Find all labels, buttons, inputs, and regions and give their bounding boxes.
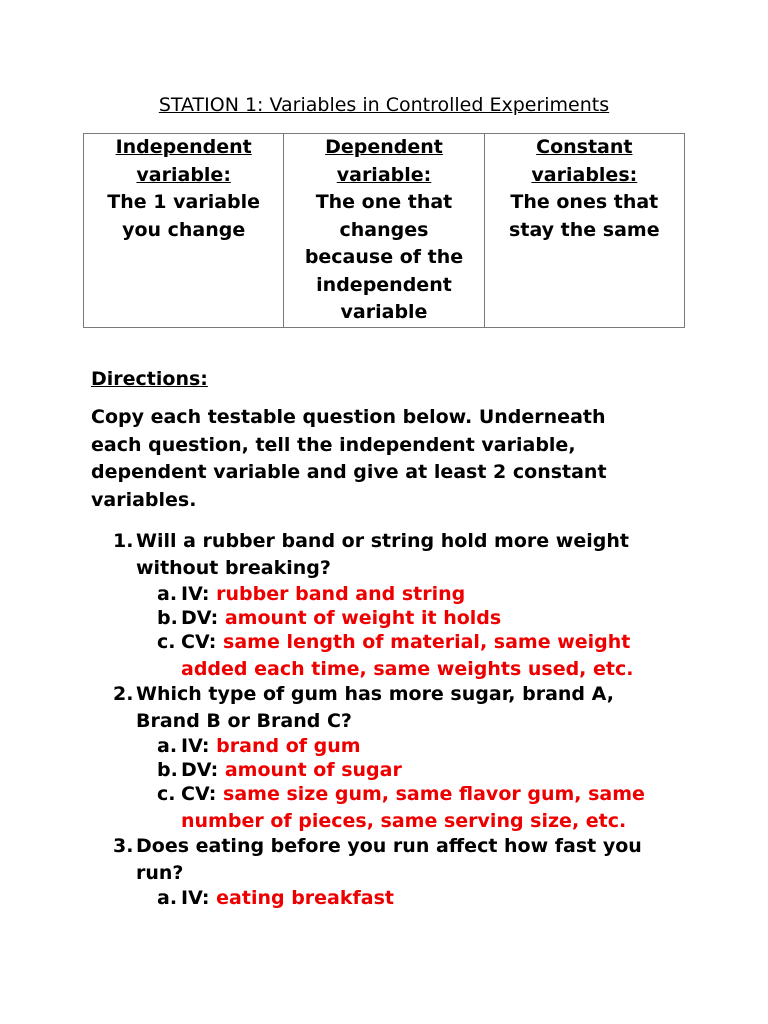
directions-line: Copy each testable question below. Underneath: [91, 406, 606, 428]
answer-letter: c.: [157, 783, 176, 805]
independent-variable-desc-line2: you change: [122, 218, 246, 241]
question-text-line2: without breaking?: [136, 557, 331, 579]
dependent-variable-desc-line4: independent: [316, 273, 452, 296]
question-number: 2.: [113, 683, 134, 705]
answer-label: IV:: [181, 583, 210, 605]
dependent-variable-heading-line2: variable:: [336, 163, 432, 186]
answer-label: CV:: [181, 783, 217, 805]
answer-item: [181, 605, 501, 631]
question-number: 1.: [113, 530, 134, 552]
question-number: 3.: [113, 835, 134, 857]
variables-table: [83, 133, 685, 328]
answer-letter: a.: [157, 887, 178, 909]
directions-line: each question, tell the independent variable,: [91, 433, 576, 456]
answer-value-continuation: added each time, same weights used, etc.: [181, 658, 634, 680]
dependent-variable-desc-line1: The one that: [315, 191, 453, 213]
question-text-line1: Does eating before you run affect how fast you: [136, 835, 642, 857]
constant-variables-heading-line2: variables:: [531, 163, 638, 186]
constant-variables-desc-line1: The ones that: [510, 191, 659, 213]
answer-value: brand of gum: [216, 735, 361, 757]
answer-label: DV:: [181, 607, 219, 629]
answer-letter: b.: [157, 759, 178, 781]
answer-value-continuation: number of pieces, same serving size, etc.: [181, 810, 627, 832]
answer-value: eating breakfast: [216, 887, 394, 909]
answer-label: IV:: [181, 735, 210, 757]
answer-letter: b.: [157, 607, 178, 629]
answer-item: [181, 757, 402, 783]
directions-heading: Directions:: [91, 368, 208, 390]
answer-item: [181, 885, 394, 911]
question-text-line1: Which type of gum has more sugar, brand A,: [136, 683, 614, 705]
answer-letter: a.: [157, 583, 178, 605]
answer-letter: c.: [157, 631, 176, 653]
dependent-variable-desc-line2: changes: [339, 218, 429, 241]
answer-letter: a.: [157, 735, 178, 757]
dependent-variable-desc-line3: because of the: [304, 246, 464, 268]
answer-label: IV:: [181, 887, 210, 909]
dependent-variable-heading-line1: Dependent: [325, 136, 443, 158]
independent-variable-desc-line1: The 1 variable: [107, 191, 261, 213]
answer-label: DV:: [181, 759, 219, 781]
question-text-line2: run?: [136, 862, 184, 884]
independent-variable-heading-line1: Independent: [115, 136, 252, 158]
answer-value: rubber band and string: [216, 583, 466, 605]
answer-item: [181, 781, 645, 807]
table-row: [84, 134, 685, 328]
question-text-line1: Will a rubber band or string hold more weight: [136, 530, 629, 552]
dependent-variable-cell: [284, 134, 484, 328]
directions-line: dependent variable and give at least 2 constant: [91, 461, 607, 483]
independent-variable-heading-line2: variable:: [136, 163, 231, 186]
answer-item: [181, 733, 361, 759]
independent-variable-cell: [84, 134, 284, 328]
answer-label: CV:: [181, 631, 217, 653]
answer-value: same size gum, same flavor gum, same: [223, 783, 645, 805]
answer-value: same length of material, same weight: [223, 631, 631, 653]
answer-value: amount of weight it holds: [224, 607, 502, 629]
answer-item: [181, 629, 630, 655]
directions-line: variables.: [91, 488, 197, 511]
answer-value: amount of sugar: [224, 759, 402, 781]
question-text-line2: Brand B or Brand C?: [136, 710, 352, 732]
page-title: STATION 1: Variables in Controlled Experiments: [158, 94, 610, 116]
constant-variables-desc-line2: stay the same: [509, 218, 660, 241]
directions-paragraph: [91, 404, 681, 514]
answer-item: [181, 581, 465, 607]
constant-variables-cell: [484, 134, 684, 328]
constant-variables-heading-line1: Constant: [536, 136, 633, 158]
dependent-variable-desc-line5: variable: [340, 301, 428, 323]
